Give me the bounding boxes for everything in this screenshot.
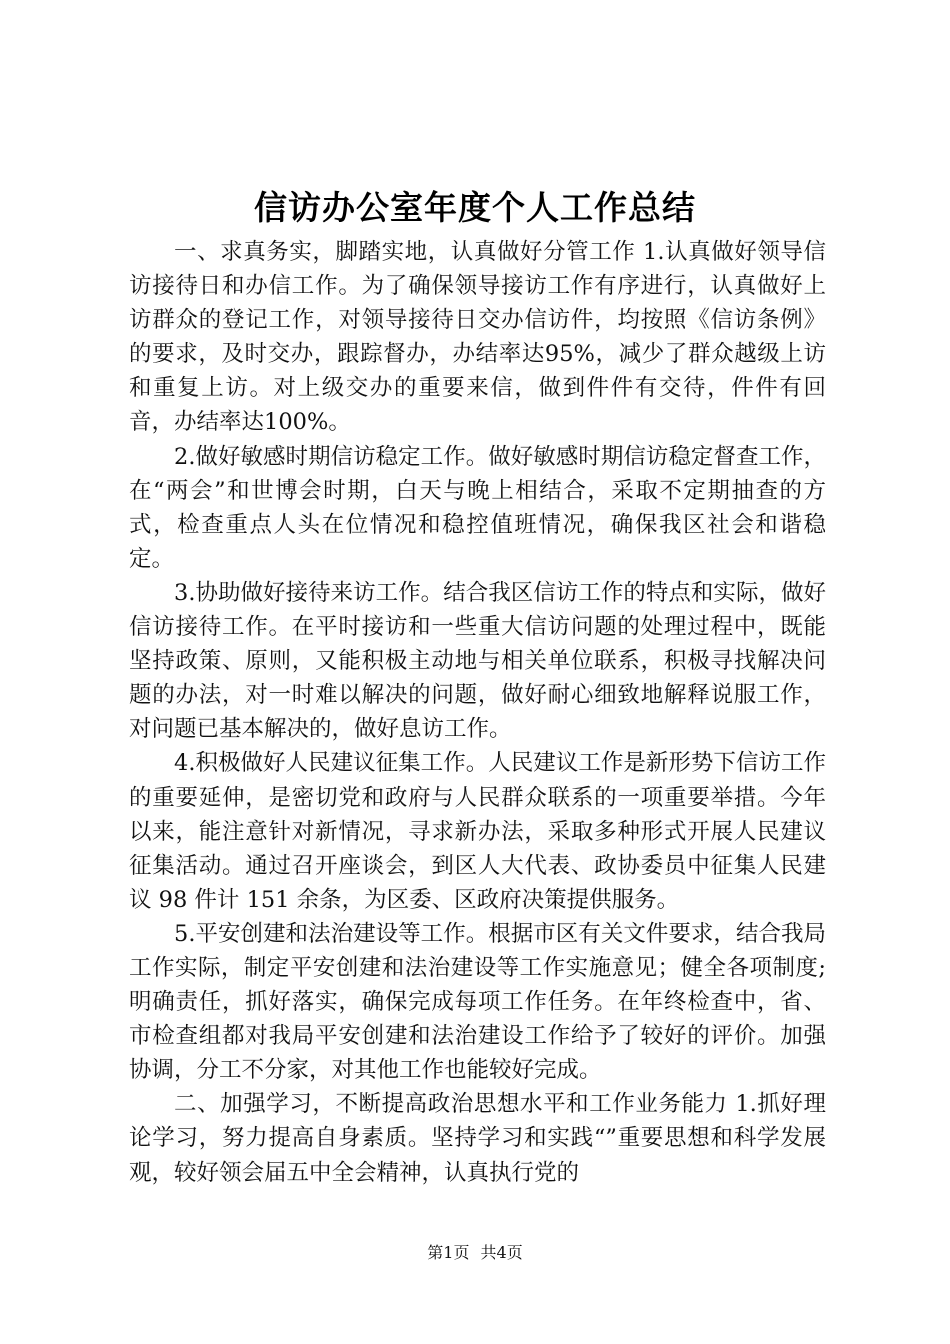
page-footer [0, 1241, 950, 1265]
paragraph-3: 3.协助做好接待来访工作。结合我区信访工作的特点和实际，做好信访接待工作。在平时接访和一些重大信访问题的处理过程中，既能坚持政策、原则，又能积极主动地与相关单位联系，积极寻找解决问题的办法，对一时难以解决的问题，做好耐心细致地解释说服工作，对问题已基本解决的，做好息访工作。 [129, 579, 826, 743]
paragraph-2: 2.做好敏感时期信访稳定工作。做好敏感时期信访稳定督查工作，在“两会”和世博会时期，白天与晚上相结合，采取不定期抽查的方式，检查重点人头在位情况和稳控值班情况，确保我区社会和谐稳定。 [129, 443, 826, 572]
paragraph-6: 二、加强学习，不断提高政治思想水平和工作业务能力 1.抓好理论学习，努力提高自身素质。坚持学习和实践“”重要思想和科学发展观，较好领会届五中全会精神，认真执行党的 [129, 1091, 826, 1186]
paragraph-5: 5.平安创建和法治建设等工作。根据市区有关文件要求，结合我局工作实际，制定平安创建和法治建设等工作实施意见；健全各项制度;明确责任，抓好落实，确保完成每项工作任务。在年终检查中，省、市检查组都对我局平安创建和法治建设工作给予了较好的评价。加强协调，分工不分家，对其他工作也能较好完成。 [129, 920, 826, 1084]
page-total: 共4页 [480, 1243, 523, 1262]
document-body [129, 235, 826, 1190]
paragraph-1: 一、求真务实，脚踏实地，认真做好分管工作 1.认真做好领导信访接待日和办信工作。为了确保领导接访工作有序进行，认真做好上访群众的登记工作，对领导接待日交办信访件，均按照《信访条例》的要求，及时交办，跟踪督办，办结率达95%，减少了群众越级上访和重复上访。对上级交办的重要来信，做到件件有交待，件件有回音，办结率达100%。 [129, 239, 826, 436]
page-number: 第1页 [427, 1243, 470, 1262]
paragraph-4: 4.积极做好人民建议征集工作。人民建议工作是新形势下信访工作的重要延伸，是密切党和政府与人民群众联系的一项重要举措。今年以来，能注意针对新情况，寻求新办法，采取多种形式开展人民建议征集活动。通过召开座谈会，到区人大代表、政协委员中征集人民建议 98 件计 151 余条，为区委、区政府决策提供服务。 [129, 750, 826, 913]
document-title: 信访办公室年度个人工作总结 [254, 188, 696, 227]
